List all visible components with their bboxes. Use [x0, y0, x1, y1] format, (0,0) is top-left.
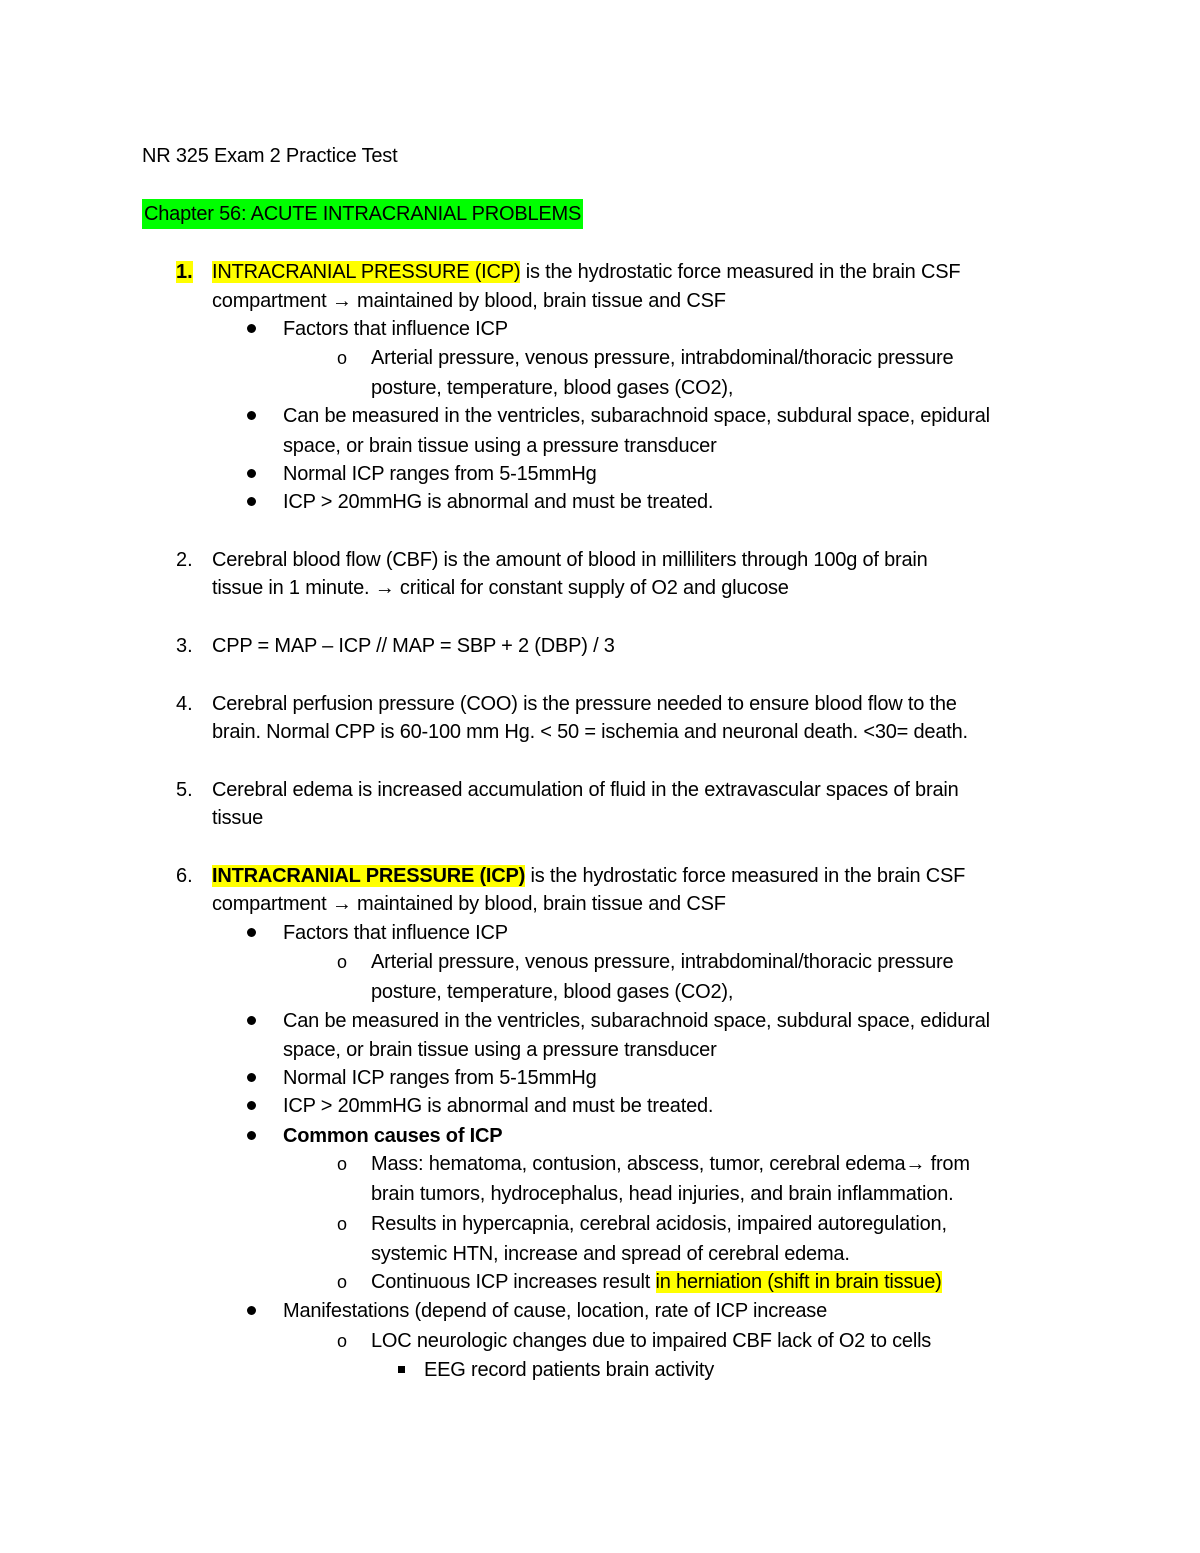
bullet-icon — [247, 1101, 256, 1110]
circle-bullet-icon: o — [337, 1272, 348, 1292]
bullet-icon — [247, 324, 256, 333]
circle-bullet-icon: o — [337, 1331, 348, 1351]
item-2-line-1: Cerebral blood flow (CBF) is the amount of blood in milliliters through 100g of brain — [212, 549, 928, 571]
item-1-sub-1b: posture, temperature, blood gases (CO2), — [371, 377, 734, 399]
item-1-bullet-2b: space, or brain tissue using a pressure transducer — [283, 435, 717, 457]
item-6-bullet-2b: space, or brain tissue using a pressure transducer — [283, 1039, 717, 1061]
arrow-icon: → — [331, 893, 352, 915]
bullet-icon — [247, 1306, 256, 1315]
item-1-bullet-4: ICP > 20mmHG is abnormal and must be treated. — [283, 491, 714, 513]
item-6-sub-5c: Continuous ICP increases result in herniation (shift in brain tissue) — [371, 1271, 942, 1293]
bullet-icon — [247, 497, 256, 506]
item-5-number: 5. — [176, 779, 193, 801]
bullet-icon — [247, 1016, 256, 1025]
item-6-bullet-6: Manifestations (depend of cause, location, rate of ICP increase — [283, 1300, 828, 1322]
bullet-icon — [247, 928, 256, 937]
item-6-number: 6. — [176, 865, 193, 887]
bullet-icon — [247, 1073, 256, 1082]
circle-bullet-icon: o — [337, 1214, 348, 1234]
item-6-tertiary-6a: EEG record patients brain activity — [424, 1359, 714, 1381]
item-6-sub-5a-line-2: brain tumors, hydrocephalus, head injuries, and brain inflammation. — [371, 1183, 954, 1205]
item-4-line-1: Cerebral perfusion pressure (COO) is the pressure needed to ensure blood flow to the — [212, 693, 957, 715]
item-4-line-2: brain. Normal CPP is 60-100 mm Hg. < 50 = ischemia and neuronal death. <30= death. — [212, 721, 968, 743]
circle-bullet-icon: o — [337, 1154, 348, 1174]
bullet-icon — [247, 1131, 256, 1140]
item-6-sub-5b-line-1: Results in hypercapnia, cerebral acidosis, impaired autoregulation, — [371, 1213, 947, 1235]
item-6-highlight: INTRACRANIAL PRESSURE (ICP) — [212, 865, 526, 887]
item-4-number: 4. — [176, 693, 193, 715]
circle-bullet-icon: o — [337, 952, 348, 972]
item-5-line-2: tissue — [212, 807, 264, 829]
item-1-sub-1a: Arterial pressure, venous pressure, intrabdominal/thoracic pressure — [371, 347, 954, 369]
bullet-icon — [247, 411, 256, 420]
item-1-highlight: INTRACRANIAL PRESSURE (ICP) — [212, 261, 521, 283]
item-6-sub-1b: posture, temperature, blood gases (CO2), — [371, 981, 734, 1003]
square-bullet-icon — [398, 1366, 405, 1373]
item-6-sub-5a-line-1: Mass: hematoma, contusion, abscess, tumor, cerebral edema→ from — [371, 1153, 970, 1175]
item-6-line-2: compartment → maintained by blood, brain tissue and CSF — [212, 893, 726, 915]
item-1-bullet-1: Factors that influence ICP — [283, 318, 508, 340]
chapter-heading — [142, 200, 583, 228]
item-6-bullet-3: Normal ICP ranges from 5-15mmHg — [283, 1067, 597, 1089]
item-2-line-2: tissue in 1 minute. → critical for constant supply of O2 and glucose — [212, 577, 789, 599]
item-6-bullet-4: ICP > 20mmHG is abnormal and must be treated. — [283, 1095, 714, 1117]
document-title: NR 325 Exam 2 Practice Test — [142, 145, 398, 167]
item-6-sub-5b-line-2: systemic HTN, increase and spread of cerebral edema. — [371, 1243, 850, 1265]
item-6-bullet-2a: Can be measured in the ventricles, subarachnoid space, subdural space, edidural — [283, 1010, 990, 1032]
arrow-icon: → — [374, 577, 395, 599]
item-6-bullet-1: Factors that influence ICP — [283, 922, 508, 944]
item-1-line-1: INTRACRANIAL PRESSURE (ICP) is the hydrostatic force measured in the brain CSF — [212, 261, 961, 283]
herniation-highlight: in herniation (shift in brain tissue) — [655, 1271, 942, 1293]
chapter-heading-text: Chapter 56: ACUTE INTRACRANIAL PROBLEMS — [142, 199, 583, 229]
item-1-line-2: compartment → maintained by blood, brain tissue and CSF — [212, 290, 726, 312]
arrow-icon: → — [331, 290, 352, 312]
item-6-sub-1a: Arterial pressure, venous pressure, intrabdominal/thoracic pressure — [371, 951, 954, 973]
item-1-number: 1. — [176, 261, 193, 283]
item-6-sub-6a: LOC neurologic changes due to impaired CBF lack of O2 to cells — [371, 1330, 932, 1352]
item-1-bullet-2a: Can be measured in the ventricles, subarachnoid space, subdural space, epidural — [283, 405, 990, 427]
item-5-line-1: Cerebral edema is increased accumulation of fluid in the extravascular spaces of brain — [212, 779, 959, 801]
item-3-line-1: CPP = MAP – ICP // MAP = SBP + 2 (DBP) / 3 — [212, 635, 615, 657]
bullet-icon — [247, 469, 256, 478]
circle-bullet-icon: o — [337, 348, 348, 368]
item-2-number: 2. — [176, 549, 193, 571]
arrow-icon: → — [905, 1153, 926, 1175]
item-3-number: 3. — [176, 635, 193, 657]
item-1-bullet-3: Normal ICP ranges from 5-15mmHg — [283, 463, 597, 485]
item-6-line-1: INTRACRANIAL PRESSURE (ICP) is the hydrostatic force measured in the brain CSF — [212, 865, 966, 887]
item-6-bullet-5: Common causes of ICP — [283, 1125, 503, 1147]
